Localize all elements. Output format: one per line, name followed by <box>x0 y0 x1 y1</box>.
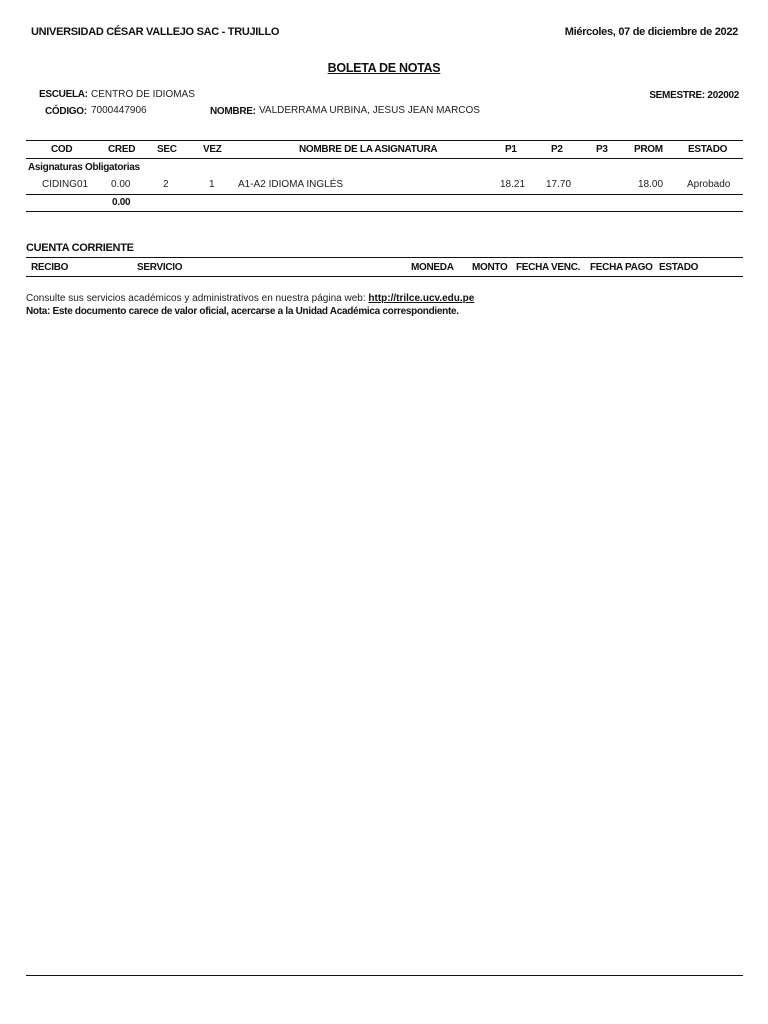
total-cred: 0.00 <box>112 197 131 208</box>
cc-header-recibo: RECIBO <box>31 262 69 273</box>
cc-header-monto: MONTO <box>472 262 508 273</box>
cell-cod: CIDING01 <box>42 179 89 190</box>
cc-header-moneda: MONEDA <box>411 262 454 273</box>
page-footer-rule <box>26 975 743 976</box>
cc-header-fecha-pago: FECHA PAGO <box>590 262 653 273</box>
col-header-p2: P2 <box>551 144 563 155</box>
table-header-border <box>26 158 743 159</box>
cc-bottom-border <box>26 276 743 277</box>
cell-p1: 18.21 <box>500 179 526 190</box>
col-header-prom: PROM <box>634 144 663 155</box>
col-header-vez: VEZ <box>203 144 222 155</box>
nombre-value: VALDERRAMA URBINA, JESUS JEAN MARCOS <box>259 105 480 116</box>
col-header-p3: P3 <box>596 144 608 155</box>
escuela-value: CENTRO DE IDIOMAS <box>91 89 195 100</box>
group-label: Asignaturas Obligatorias <box>28 162 140 173</box>
cc-header-estado: ESTADO <box>659 262 699 273</box>
col-header-nombre: NOMBRE DE LA ASIGNATURA <box>299 144 438 155</box>
table-bottom-border <box>26 211 743 212</box>
col-header-p1: P1 <box>505 144 517 155</box>
cell-nombre: A1-A2 IDIOMA INGLÉS <box>238 179 344 190</box>
cell-estado: Aprobado <box>687 179 731 190</box>
cc-top-border <box>26 257 743 258</box>
cell-vez: 1 <box>209 179 215 190</box>
table-top-border <box>26 140 743 141</box>
website-link[interactable]: http://trilce.ucv.edu.pe <box>368 293 475 304</box>
consult-notice <box>26 293 474 304</box>
consult-text: Consulte sus servicios académicos y administrativos en nuestra página web: <box>26 293 369 304</box>
cell-sec: 2 <box>163 179 169 190</box>
escuela-label: ESCUELA: <box>39 89 88 100</box>
cc-header-fecha-venc: FECHA VENC. <box>516 262 581 273</box>
col-header-cod: COD <box>51 144 73 155</box>
cell-cred: 0.00 <box>111 179 131 190</box>
col-header-cred: CRED <box>108 144 136 155</box>
cc-header-servicio: SERVICIO <box>137 262 183 273</box>
cell-p2: 17.70 <box>546 179 572 190</box>
col-header-estado: ESTADO <box>688 144 728 155</box>
semestre: SEMESTRE: 202002 <box>649 90 739 101</box>
page-title: BOLETA DE NOTAS <box>327 61 441 75</box>
col-header-sec: SEC <box>157 144 177 155</box>
codigo-value: 7000447906 <box>91 105 147 116</box>
document-date: Miércoles, 07 de diciembre de 2022 <box>564 26 738 38</box>
disclaimer-note: Nota: Este documento carece de valor oficial, acercarse a la Unidad Académica correspondiente. <box>26 306 459 317</box>
institution-name: UNIVERSIDAD CÉSAR VALLEJO SAC - TRUJILLO <box>31 26 280 38</box>
cell-prom: 18.00 <box>638 179 664 190</box>
table-row-border <box>26 194 743 195</box>
codigo-label: CÓDIGO: <box>45 106 87 117</box>
nombre-label: NOMBRE: <box>210 106 256 117</box>
cuenta-corriente-title: CUENTA CORRIENTE <box>26 242 134 254</box>
